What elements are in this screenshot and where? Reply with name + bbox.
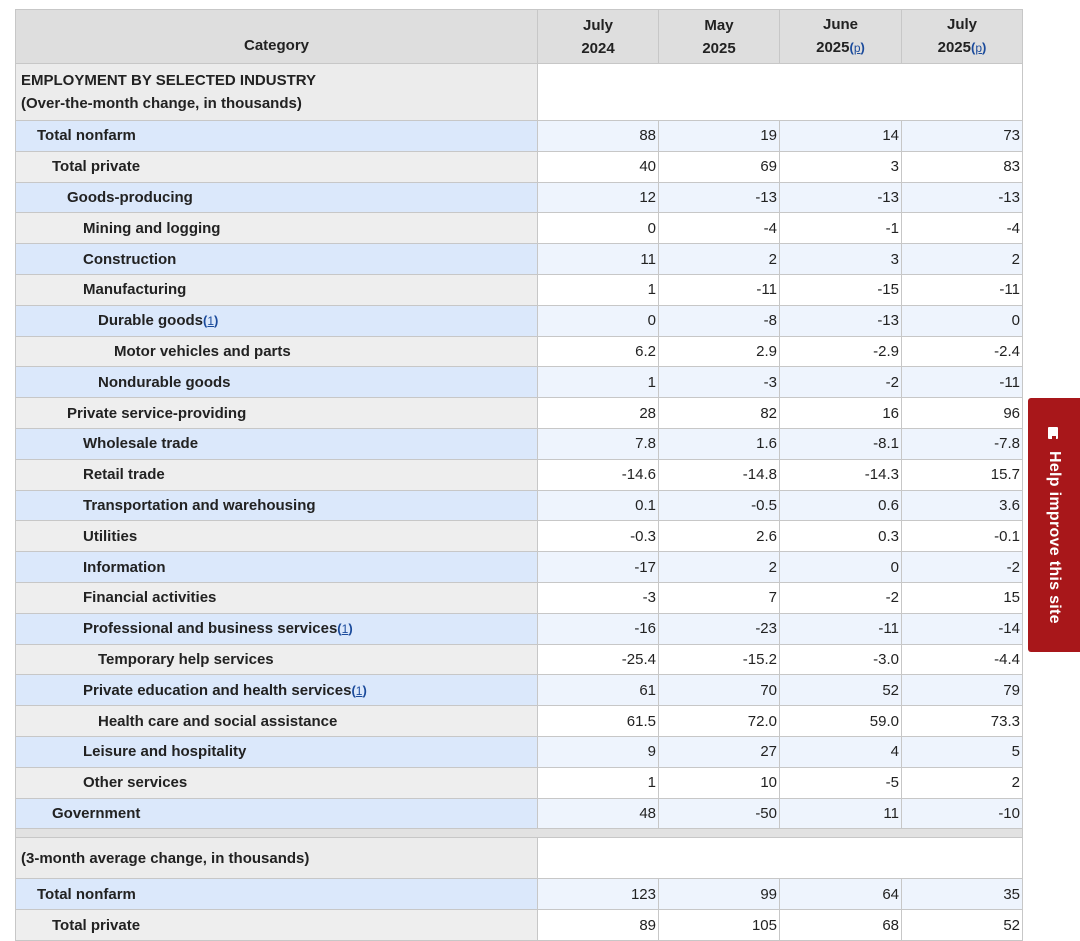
value-cell: -13 <box>780 182 902 213</box>
value-cell: 2 <box>659 244 780 275</box>
value-cell: 11 <box>538 244 659 275</box>
table-row <box>16 398 1023 429</box>
value-cell: -13 <box>902 182 1023 213</box>
value-cell: 89 <box>538 910 659 941</box>
value-cell: 12 <box>538 182 659 213</box>
row-label-text: Professional and business services <box>83 620 338 638</box>
help-improve-label: Help improve this site <box>1046 450 1063 624</box>
footnote-link[interactable]: 1 <box>207 314 215 329</box>
value-cell: 96 <box>902 398 1023 429</box>
table-row <box>16 675 1023 706</box>
section-heading-row <box>16 838 1023 879</box>
row-label-text: Wholesale trade <box>83 435 199 453</box>
row-label-text: Information <box>83 558 166 576</box>
table-row <box>16 552 1023 583</box>
row-label <box>16 490 538 521</box>
value-cell: -14.8 <box>659 459 780 490</box>
value-cell: -23 <box>659 613 780 644</box>
value-cell: -11 <box>902 367 1023 398</box>
value-cell: 52 <box>902 910 1023 941</box>
value-cell: -11 <box>659 274 780 305</box>
row-label-text: Leisure and hospitality <box>83 743 247 761</box>
value-cell: -15 <box>780 274 902 305</box>
value-cell: -8.1 <box>780 428 902 459</box>
row-label-text: Health care and social assistance <box>98 712 338 730</box>
value-cell: -14.3 <box>780 459 902 490</box>
value-cell: 0.6 <box>780 490 902 521</box>
row-label <box>16 367 538 398</box>
value-cell: -50 <box>659 798 780 829</box>
value-cell: 48 <box>538 798 659 829</box>
row-label <box>16 767 538 798</box>
footnote-link[interactable]: 1 <box>341 622 349 637</box>
row-label-text: Private service-providing <box>67 404 247 422</box>
section-heading-blank <box>538 64 1023 121</box>
value-cell: -4.4 <box>902 644 1023 675</box>
value-cell: 2 <box>659 552 780 583</box>
value-cell: 3 <box>780 244 902 275</box>
value-cell: -0.1 <box>902 521 1023 552</box>
value-cell: 73.3 <box>902 706 1023 737</box>
value-cell: 1 <box>538 274 659 305</box>
row-label <box>16 798 538 829</box>
footnote-link[interactable]: 1 <box>355 683 363 698</box>
value-cell: -14.6 <box>538 459 659 490</box>
value-cell: -7.8 <box>902 428 1023 459</box>
table-row <box>16 459 1023 490</box>
table-row <box>16 182 1023 213</box>
section-spacer <box>16 829 1023 838</box>
value-cell: 99 <box>659 879 780 910</box>
value-cell: -3 <box>538 582 659 613</box>
value-cell: -15.2 <box>659 644 780 675</box>
value-cell: 69 <box>659 151 780 182</box>
value-cell: -2.4 <box>902 336 1023 367</box>
value-cell: -14 <box>902 613 1023 644</box>
value-cell: 0 <box>902 305 1023 336</box>
value-cell: 72.0 <box>659 706 780 737</box>
row-label <box>16 151 538 182</box>
value-cell: 27 <box>659 736 780 767</box>
value-cell: 3.6 <box>902 490 1023 521</box>
value-cell: -11 <box>780 613 902 644</box>
row-label: Durable goods(1) <box>16 305 538 336</box>
value-cell: 1.6 <box>659 428 780 459</box>
section-spacer-cell <box>16 829 1023 838</box>
table-row <box>16 798 1023 829</box>
preliminary-footnote-link[interactable]: p <box>975 41 983 55</box>
value-cell: 123 <box>538 879 659 910</box>
table-row <box>16 213 1023 244</box>
value-cell: 2 <box>902 767 1023 798</box>
table-row <box>16 274 1023 305</box>
section-heading-blank <box>538 838 1023 879</box>
value-cell: 35 <box>902 879 1023 910</box>
row-label-text: Private education and health services <box>83 681 352 699</box>
table-row <box>16 736 1023 767</box>
row-label-text: Government <box>52 804 141 822</box>
row-label <box>16 644 538 675</box>
value-cell: 40 <box>538 151 659 182</box>
value-cell: -25.4 <box>538 644 659 675</box>
value-cell: 7 <box>659 582 780 613</box>
table-row <box>16 521 1023 552</box>
row-label-text: Construction <box>83 250 177 268</box>
value-cell: 61.5 <box>538 706 659 737</box>
value-cell: 11 <box>780 798 902 829</box>
column-header-jun-2025: June 2025(p) <box>780 10 902 64</box>
value-cell: 82 <box>659 398 780 429</box>
value-cell: 88 <box>538 121 659 152</box>
table-row <box>16 428 1023 459</box>
value-cell: 16 <box>780 398 902 429</box>
value-cell: -2 <box>780 582 902 613</box>
table-row <box>16 367 1023 398</box>
row-label <box>16 706 538 737</box>
table-row <box>16 305 1023 336</box>
row-label-text: Total nonfarm <box>37 885 136 903</box>
table-row <box>16 582 1023 613</box>
employment-table <box>15 9 1023 941</box>
value-cell: -4 <box>902 213 1023 244</box>
help-improve-site-button[interactable] <box>1028 398 1080 652</box>
value-cell: 105 <box>659 910 780 941</box>
row-label-text: Transportation and warehousing <box>83 496 316 514</box>
value-cell: 10 <box>659 767 780 798</box>
row-label <box>16 428 538 459</box>
value-cell: 28 <box>538 398 659 429</box>
row-label-text: Total private <box>52 158 141 176</box>
row-label: Private education and health services(1) <box>16 675 538 706</box>
category-header: Category <box>16 10 538 64</box>
value-cell: 6.2 <box>538 336 659 367</box>
value-cell: 59.0 <box>780 706 902 737</box>
row-label <box>16 521 538 552</box>
value-cell: 15 <box>902 582 1023 613</box>
value-cell: 61 <box>538 675 659 706</box>
value-cell: 0.1 <box>538 490 659 521</box>
row-label-text: Temporary help services <box>98 650 274 668</box>
table-row <box>16 879 1023 910</box>
section-heading-row <box>16 64 1023 121</box>
row-label-text: Durable goods <box>98 312 204 330</box>
row-label-text: Total nonfarm <box>37 127 136 145</box>
value-cell: 4 <box>780 736 902 767</box>
value-cell: 9 <box>538 736 659 767</box>
row-label-text: Manufacturing <box>83 281 187 299</box>
table-row <box>16 151 1023 182</box>
section-heading: (3-month average change, in thousands) <box>16 838 538 879</box>
table-row <box>16 910 1023 941</box>
table-row <box>16 336 1023 367</box>
row-label-text: Other services <box>83 774 188 792</box>
value-cell: -1 <box>780 213 902 244</box>
table-row <box>16 244 1023 275</box>
row-label: Professional and business services(1) <box>16 613 538 644</box>
row-label <box>16 121 538 152</box>
value-cell: -11 <box>902 274 1023 305</box>
row-label-text: Financial activities <box>83 589 217 607</box>
value-cell: -5 <box>780 767 902 798</box>
column-header-jul-2025: July 2025(p) <box>902 10 1023 64</box>
value-cell: 79 <box>902 675 1023 706</box>
value-cell: 2.6 <box>659 521 780 552</box>
row-label-text: Total private <box>52 916 141 934</box>
value-cell: -13 <box>659 182 780 213</box>
table-row <box>16 613 1023 644</box>
value-cell: 3 <box>780 151 902 182</box>
value-cell: 19 <box>659 121 780 152</box>
row-label-text: Utilities <box>83 527 138 545</box>
value-cell: 73 <box>902 121 1023 152</box>
row-label-text: Motor vehicles and parts <box>114 342 291 360</box>
column-header-may-2025: May 2025 <box>659 10 780 64</box>
value-cell: 0 <box>538 305 659 336</box>
column-header-jul-2024: July 2024 <box>538 10 659 64</box>
value-cell: 0 <box>538 213 659 244</box>
value-cell: -4 <box>659 213 780 244</box>
table-row <box>16 121 1023 152</box>
value-cell: -17 <box>538 552 659 583</box>
row-label <box>16 552 538 583</box>
row-label <box>16 213 538 244</box>
row-label <box>16 398 538 429</box>
row-label-text: Mining and logging <box>83 219 221 237</box>
value-cell: -0.3 <box>538 521 659 552</box>
value-cell: 7.8 <box>538 428 659 459</box>
row-label-text: Goods-producing <box>67 188 193 206</box>
row-label <box>16 336 538 367</box>
value-cell: 64 <box>780 879 902 910</box>
value-cell: 83 <box>902 151 1023 182</box>
value-cell: -2.9 <box>780 336 902 367</box>
value-cell: 0 <box>780 552 902 583</box>
row-label <box>16 582 538 613</box>
value-cell: -16 <box>538 613 659 644</box>
table-row <box>16 490 1023 521</box>
value-cell: -8 <box>659 305 780 336</box>
section-heading: EMPLOYMENT BY SELECTED INDUSTRY (Over-the-month change, in thousands) <box>16 64 538 121</box>
value-cell: 5 <box>902 736 1023 767</box>
row-label-text: Retail trade <box>83 466 165 484</box>
row-label <box>16 244 538 275</box>
value-cell: -0.5 <box>659 490 780 521</box>
row-label <box>16 459 538 490</box>
value-cell: 2 <box>902 244 1023 275</box>
row-label <box>16 736 538 767</box>
value-cell: -3.0 <box>780 644 902 675</box>
value-cell: 15.7 <box>902 459 1023 490</box>
row-label <box>16 879 538 910</box>
value-cell: -2 <box>780 367 902 398</box>
value-cell: 2.9 <box>659 336 780 367</box>
row-label <box>16 910 538 941</box>
row-label <box>16 182 538 213</box>
preliminary-footnote-link[interactable]: p <box>853 41 861 55</box>
table-header-row <box>16 10 1023 64</box>
value-cell: 1 <box>538 367 659 398</box>
value-cell: 14 <box>780 121 902 152</box>
table-row <box>16 767 1023 798</box>
value-cell: -2 <box>902 552 1023 583</box>
value-cell: 68 <box>780 910 902 941</box>
row-label-text: Nondurable goods <box>98 373 231 391</box>
value-cell: -3 <box>659 367 780 398</box>
value-cell: 70 <box>659 675 780 706</box>
feedback-icon <box>1048 427 1060 441</box>
value-cell: 1 <box>538 767 659 798</box>
table-row <box>16 706 1023 737</box>
table-row <box>16 644 1023 675</box>
value-cell: -13 <box>780 305 902 336</box>
value-cell: 52 <box>780 675 902 706</box>
value-cell: 0.3 <box>780 521 902 552</box>
value-cell: -10 <box>902 798 1023 829</box>
row-label <box>16 274 538 305</box>
